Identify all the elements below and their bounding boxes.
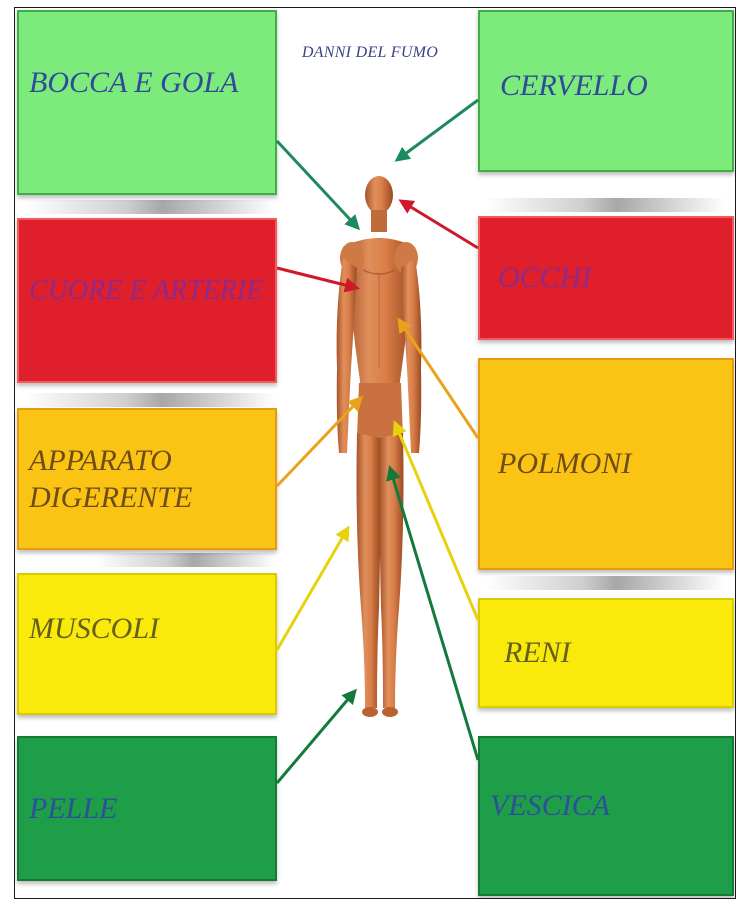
- arrow-occhi: [401, 201, 478, 248]
- arrow-muscoli: [277, 528, 348, 650]
- arrow-pelle: [277, 691, 355, 783]
- label-muscoli: MUSCOLI: [29, 612, 160, 646]
- label-cuore-e-arterie: CUORE E ARTERIE: [29, 275, 264, 306]
- label-reni: RENI: [504, 636, 571, 670]
- human-figure: [337, 176, 422, 717]
- label-pelle: PELLE: [29, 791, 118, 825]
- label-occhi: OCCHI: [498, 261, 592, 295]
- label-cervello: CERVELLO: [500, 69, 648, 103]
- arrow-cervello: [397, 100, 478, 160]
- label-polmoni: POLMONI: [498, 447, 632, 481]
- label-apparato-digerente: APPARATO DIGERENTE: [29, 443, 193, 514]
- arrow-apparato-digerente: [277, 398, 361, 486]
- label-bocca-e-gola: BOCCA E GOLA: [29, 66, 239, 99]
- diagram-title: DANNI DEL FUMO: [301, 44, 439, 61]
- label-vescica: VESCICA: [490, 789, 610, 823]
- body-and-arrows: [15, 8, 735, 898]
- diagram-frame: [14, 7, 736, 899]
- arrow-bocca-e-gola: [277, 141, 358, 228]
